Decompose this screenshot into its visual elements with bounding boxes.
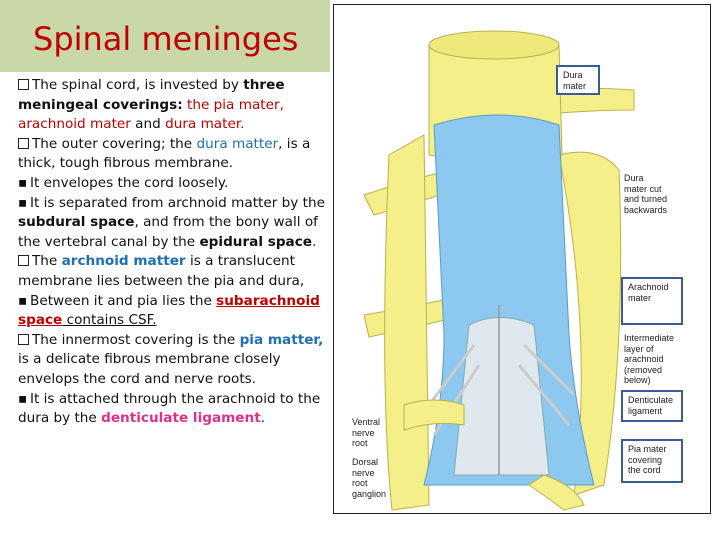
paragraph-intro (18, 76, 338, 135)
text-span: subdural space (18, 214, 135, 231)
square-bullet-icon: ▪ (18, 390, 28, 407)
text-span: , and from the bony wall of the vertebral canal by the (18, 214, 318, 250)
dura-flap-left (385, 135, 429, 510)
text-span: three meningeal coverings: (18, 77, 285, 113)
square-bullet-icon: ▪ (18, 174, 28, 191)
square-bullet-icon: ▪ (18, 194, 28, 211)
text-span: contains CSF. (62, 312, 157, 329)
paragraph-subarachnoid (18, 292, 338, 331)
label-arachnoid: Arachnoid mater (621, 277, 683, 325)
text-span: The innermost covering is the (32, 331, 240, 348)
text-span: It is separated from archnoid matter by the (30, 194, 325, 211)
label-ventral: Ventral nerve root (352, 417, 381, 448)
text-span: archnoid matter (61, 253, 186, 270)
dura-top-opening (429, 31, 559, 59)
text-span: Between it and pia lies the (30, 292, 217, 309)
paragraph-dura (18, 135, 338, 174)
label-dorsal: Dorsal nerve root ganglion (352, 457, 387, 499)
text-span: It is attached through the arachnoid to the dura by the (18, 390, 321, 427)
text-span: . (312, 233, 317, 250)
text-span: . (260, 410, 266, 427)
label-intermediate: Intermediate layer of arachnoid (removed below) (624, 333, 675, 385)
text-span: The outer covering; the (32, 135, 197, 152)
checkbox-bullet-icon (18, 334, 29, 345)
text-span: , is a thick, tough fibrous membrane. (18, 135, 311, 172)
paragraph-separated (18, 194, 338, 253)
text-span: pia matter, (239, 331, 324, 348)
text-span: is a translucent membrane lies between the pia and dura, (18, 253, 305, 289)
paragraph-pia (18, 331, 338, 390)
text-span: subarachnoid space (18, 292, 320, 329)
checkbox-bullet-icon (18, 79, 29, 90)
text-span: dura matter (196, 135, 279, 152)
checkbox-bullet-icon (18, 138, 29, 149)
text-span: and (130, 116, 166, 133)
page-title: Spinal meninges (33, 20, 299, 58)
paragraph-envelopes (18, 174, 338, 194)
text-span: epidural space (199, 233, 313, 250)
text-span: It envelopes the cord loosely. (30, 174, 229, 191)
meninges-illustration (333, 4, 711, 514)
text-span: denticulate ligament (101, 410, 261, 427)
text-span: dura mater. (165, 116, 245, 133)
square-bullet-icon: ▪ (18, 292, 28, 309)
body-text (18, 76, 338, 429)
label-denticulate: Denticulate ligament (621, 390, 683, 422)
label-pia: Pia mater covering the cord (621, 439, 683, 483)
text-span: the pia mater, arachnoid mater (18, 96, 284, 133)
paragraph-arachnoid (18, 252, 338, 291)
label-dura-cut: Dura mater cut and turned backwards (624, 173, 668, 215)
spinal-cord-core (454, 318, 549, 476)
checkbox-bullet-icon (18, 255, 29, 266)
label-dura-mater: Dura mater (556, 65, 600, 95)
text-span: The (32, 253, 62, 270)
paragraph-attached (18, 390, 338, 429)
text-span: The spinal cord, is invested by (32, 77, 244, 93)
text-span: is a delicate fibrous membrane closely envelops the cord and nerve roots. (18, 351, 281, 387)
